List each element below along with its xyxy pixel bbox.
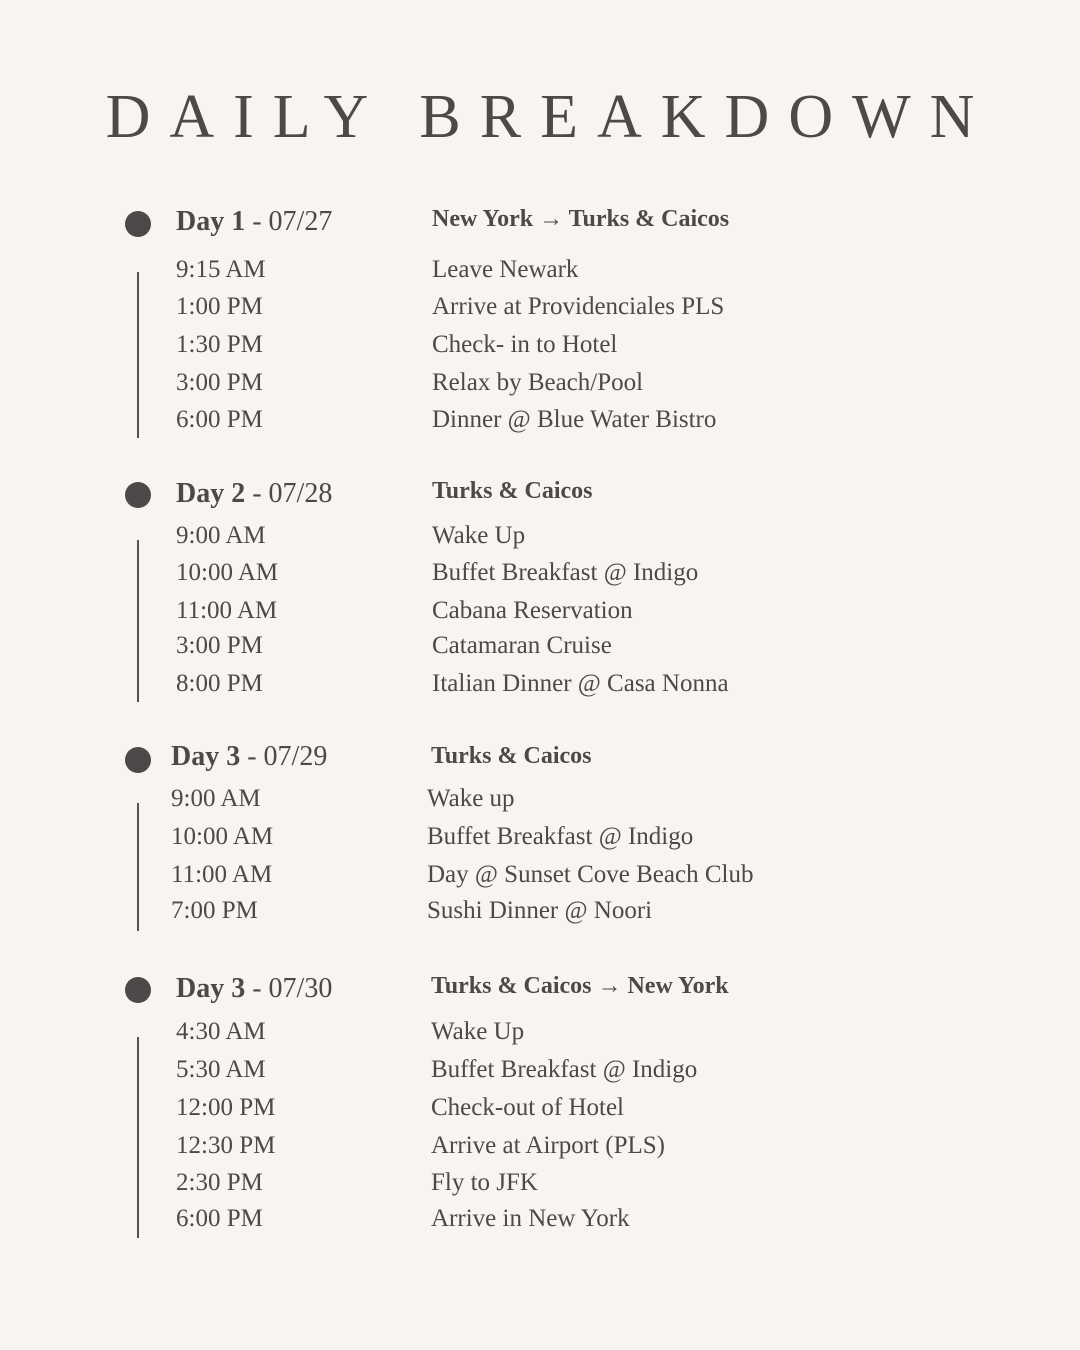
day-number: Day 1 [176,206,246,237]
schedule-row [0,256,1080,292]
schedule-row [0,1205,1080,1241]
event-time: 6:00 PM [176,1205,263,1232]
event-activity: Italian Dinner @ Casa Nonna [432,670,729,697]
schedule-row [0,897,1080,933]
day-route: Turks & Caicos [431,743,592,769]
bullet-dot-icon [125,482,151,508]
event-time: 9:15 AM [176,256,266,283]
event-time: 3:00 PM [176,369,263,396]
schedule-row [0,1056,1080,1092]
event-activity: Day @ Sunset Cove Beach Club [427,861,754,888]
schedule-row [0,331,1080,367]
event-activity: Arrive at Providenciales PLS [432,293,725,320]
schedule-row [0,597,1080,633]
schedule-row [0,861,1080,897]
schedule-row [0,823,1080,859]
event-activity: Buffet Breakfast @ Indigo [427,823,694,850]
bullet-dot-icon [125,211,151,237]
event-activity: Wake Up [432,522,526,549]
event-time: 12:00 PM [176,1094,276,1121]
schedule-row [0,1094,1080,1130]
day-date: - 07/28 [252,478,333,509]
event-time: 1:00 PM [176,293,263,320]
day-label [176,478,332,510]
event-activity: Arrive at Airport (PLS) [431,1132,665,1159]
event-time: 3:00 PM [176,632,263,659]
day-number: Day 3 [171,741,241,772]
event-activity: Buffet Breakfast @ Indigo [431,1056,698,1083]
schedule-row [0,406,1080,442]
day-label [171,741,327,773]
event-time: 1:30 PM [176,331,263,358]
event-time: 6:00 PM [176,406,263,433]
schedule-row [0,785,1080,821]
event-activity: Fly to JFK [431,1169,538,1196]
event-activity: Dinner @ Blue Water Bistro [432,406,717,433]
page-title: DAILY BREAKDOWN [105,83,994,151]
event-activity: Wake up [427,785,515,812]
schedule-row [0,670,1080,706]
day-number: Day 3 [176,973,246,1004]
bullet-dot-icon [125,747,151,773]
event-activity: Arrive in New York [431,1205,630,1232]
day-label [176,973,332,1005]
event-time: 11:00 AM [171,861,273,888]
schedule-row [0,632,1080,668]
schedule-row [0,1169,1080,1205]
event-time: 5:30 AM [176,1056,266,1083]
event-time: 4:30 AM [176,1018,266,1045]
day-number: Day 2 [176,478,246,509]
bullet-dot-icon [125,977,151,1003]
event-activity: Leave Newark [432,256,579,283]
schedule-row [0,1132,1080,1168]
schedule-row [0,559,1080,595]
event-activity: Catamaran Cruise [432,632,612,659]
event-time: 9:00 AM [171,785,261,812]
event-activity: Buffet Breakfast @ Indigo [432,559,699,586]
day-date: - 07/30 [252,973,333,1004]
event-time: 2:30 PM [176,1169,263,1196]
day-date: - 07/27 [252,206,333,237]
schedule-row [0,1018,1080,1054]
schedule-row [0,369,1080,405]
day-route: New York → Turks & Caicos [432,206,730,232]
event-activity: Check-out of Hotel [431,1094,625,1121]
event-time: 10:00 AM [171,823,274,850]
event-activity: Sushi Dinner @ Noori [427,897,653,924]
event-activity: Check- in to Hotel [432,331,618,358]
schedule-row [0,293,1080,329]
event-activity: Wake Up [431,1018,525,1045]
event-activity: Relax by Beach/Pool [432,369,644,396]
event-time: 10:00 AM [176,559,279,586]
event-time: 9:00 AM [176,522,266,549]
event-activity: Cabana Reservation [432,597,633,624]
event-time: 11:00 AM [176,597,278,624]
day-date: - 07/29 [247,741,328,772]
event-time: 7:00 PM [171,897,258,924]
schedule-row [0,522,1080,558]
day-label [176,206,332,238]
day-route: Turks & Caicos → New York [431,973,729,999]
day-route: Turks & Caicos [432,478,593,504]
event-time: 12:30 PM [176,1132,276,1159]
event-time: 8:00 PM [176,670,263,697]
